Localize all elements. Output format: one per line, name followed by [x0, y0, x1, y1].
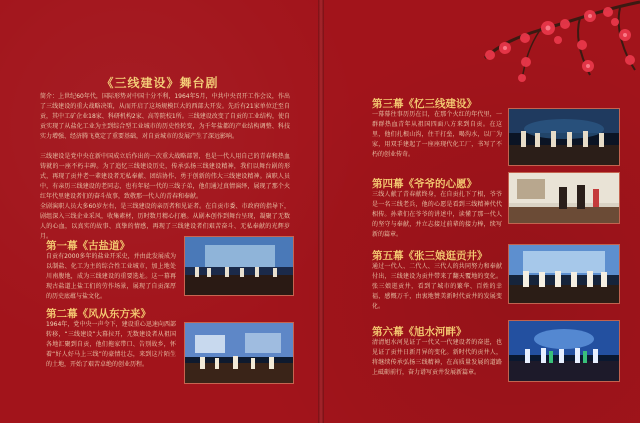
- act-2-photo: [184, 322, 294, 384]
- act-1-text: 自贡有2000多年的盐业开采史，并由此发展成为以制盐、化工为主的综合性工业城市，加上地处川南腹地，成为三线建设的重要选址。这一幕再现古盐道上盐工们的劳作场景，展现了自贡深厚的历史底蕴与盐文化。: [46, 253, 176, 300]
- paragraph-3: 全剧演职人员大多60岁左右，是三线建设的亲历者和见证者。在自贡市委、市政府的指导下，剧组深入三线企业采风，收集素材，历时数月精心打磨。从剧本创作到舞台呈现，凝聚了无数人的心血，以真实的故事、真挚的情感，再现了三线建设者们艰苦奋斗、无私奉献的光辉岁月。: [40, 203, 290, 240]
- act-3-title: 第三幕《忆三线建设》: [372, 98, 477, 110]
- intro-paragraph: 简介：上世纪60年代，国际形势对中国十分不利，1964年5月，中共中央召开工作会议，作出了三线建设的重大战略决策，从而开启了这场规模巨大的西部大开发。先后有21家单位迁至自贡，其中工矿企业18家、科研机构2家、高等院校1所。三线建设改变了自贡的工业结构，使自贡实现了从盐化工业为主到综合型工业城市的历史性转变，为千年盐都的产业结构调整、科技实力增强、经济腾飞奠定了重要基础，对自贡城市的发展产生了深远影响。: [40, 93, 290, 140]
- page-fold: [318, 0, 324, 423]
- act-5-text: 通过一代人、二代人、三代人的共同努力和奉献付出，三线建设为贡井带来了翻天覆地的变化。张三娘逛贡井，看到了城市的繁华、百姓的幸福，感慨万千，由衷地赞美新时代贡井的发展变化。: [372, 263, 502, 310]
- act-6-photo: [508, 320, 620, 382]
- act-4-text: 三线人献了青春献终身，在自贡扎下了根，爷爷是一名三线老兵，他的心愿是看到三线精神代代相传。孙辈们在爷爷的讲述中，读懂了那一代人的坚守与奉献，并立志接过前辈的接力棒，续写新的篇章。: [372, 191, 502, 238]
- act-3-text: 一幕幕往事历历在目，在那个火红的年代里，一群群热血青年从祖国四面八方来到自贡。在这里，他们扎根山沟，住干打垒，喝沟水，以厂为家，用双手建起了一座座现代化工厂，书写了不朽的创业传奇。: [372, 111, 502, 158]
- act-5-title: 第五幕《张三娘逛贡井》: [372, 250, 488, 262]
- act-2-text: 1964年，党中央一声令下，建设重心迅速向西部转移，“三线建设”大幕拉开，无数建设者从祖国各地汇聚到自贡，他们拖家带口、告别故乡，怀着“好人好马上三线”的豪情壮志，来到这片陌生的土地，开始了艰苦卓绝的创业历程。: [46, 321, 176, 368]
- plum-blossom-decoration: [430, 0, 640, 110]
- page-title: 《三线建设》舞台剧: [101, 76, 219, 90]
- act-2-title: 第二幕《风从东方来》: [46, 308, 151, 320]
- act-1-photo: [184, 236, 294, 296]
- act-4-title: 第四幕《爷爷的心愿》: [372, 178, 477, 190]
- act-6-text: 清清旭水河见证了一代又一代建设者的奋进，也见证了贡井日新月异的变化。新时代的贡井人，将继续传承弘扬三线精神，在高质量发展的道路上砥砺前行，奋力谱写贡井发展新篇章。: [372, 339, 502, 376]
- act-1-title: 第一幕《古盐道》: [46, 240, 130, 252]
- act-5-photo: [508, 244, 620, 304]
- act-3-photo: [508, 108, 620, 166]
- act-6-title: 第六幕《旭水河畔》: [372, 326, 467, 338]
- act-4-photo: [508, 172, 620, 224]
- paragraph-2: 三线建设是党中央在新中国成立后作出的一次重大战略部署，也是一代人用自己的青春和热血铸就的一座不朽丰碑。为了追忆三线建设历史，传承弘扬三线建设精神，我们以舞台剧的形式，再现了贡井老一辈建设者无私奉献、团结协作、勇于创新的伟大三线建设精神。演职人员中，有亲历三线建设的老同志，也有年轻一代的三线子弟，他们通过真情演绎，展现了那个火红年代里建设者们的奋斗故事，致敬那一代人的青春和奉献。: [40, 153, 290, 200]
